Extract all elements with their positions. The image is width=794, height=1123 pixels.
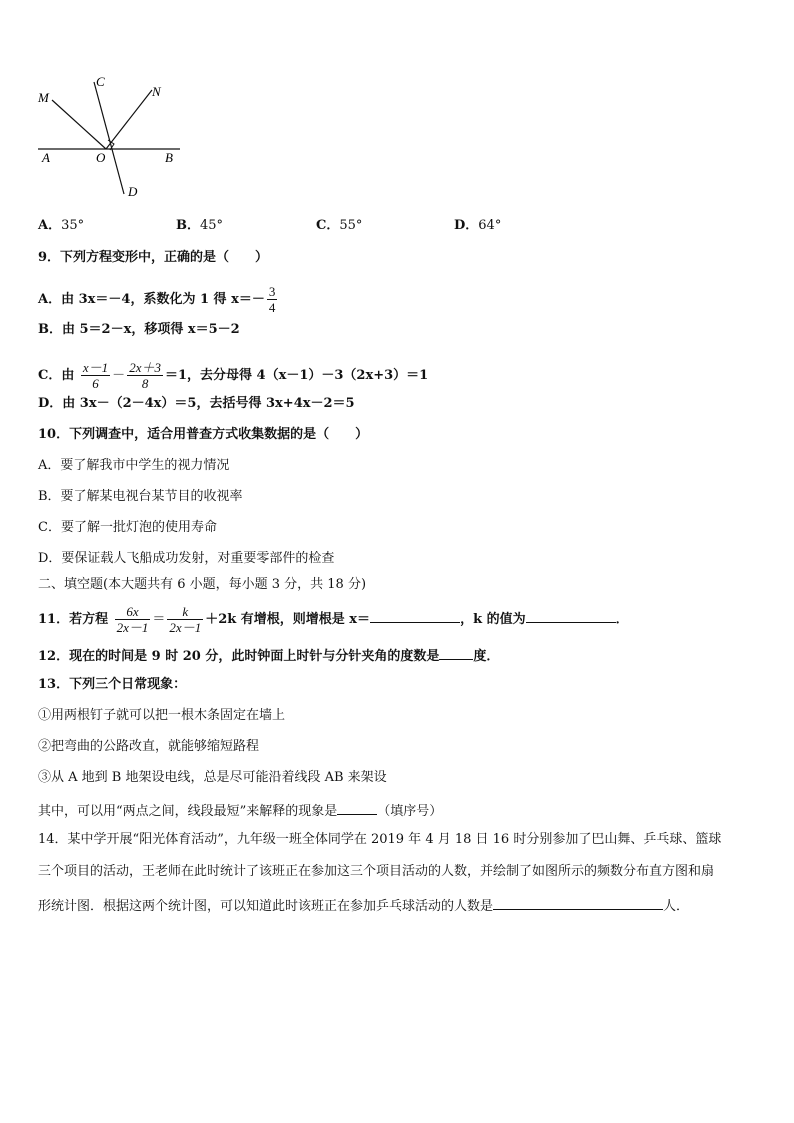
- q9-option-c: C．由 $\frac{x-1}{6}$ － $\frac{2x+3}{8}$ ＝1，去分母得 4（x－1）－3（2x+3）＝1: [38, 360, 429, 391]
- q10-option-b: B．要了解某电视台某节目的收视率: [38, 489, 243, 504]
- label-n: N: [152, 84, 161, 99]
- q14-blank[interactable]: [493, 896, 663, 910]
- q14-line-1: 14．某中学开展“阳光体育活动”，九年级一班全体同学在 2019 年 4 月 18 日 16 时分别参加了巴山舞、乒乓球、篮球: [38, 832, 722, 847]
- q8-option-a: A．35°: [38, 218, 85, 233]
- q12-blank[interactable]: [439, 646, 473, 660]
- q8-option-c: C．55°: [316, 218, 363, 233]
- q10-option-a: A．要了解我市中学生的视力情况: [38, 458, 230, 473]
- q11-blank-root[interactable]: [370, 609, 460, 623]
- q13-blank[interactable]: [337, 801, 377, 815]
- q8-option-d: D．64°: [454, 218, 502, 233]
- label-o: O: [96, 150, 106, 165]
- q14-line-2: 三个项目的活动，王老师在此时统计了该班正在参加这三个项目活动的人数，并绘制了如图所示的频数分布直方图和扇: [38, 864, 715, 879]
- q10-option-d: D．要保证载人飞船成功发射，对重要零部件的检查: [38, 551, 335, 566]
- label-b: B: [165, 150, 173, 165]
- label-c: C: [96, 74, 105, 89]
- q14-line-3: 形统计图．根据这两个统计图，可以知道此时该班正在参加乒乓球活动的人数是 人．: [38, 896, 689, 915]
- q13-stem: 13．下列三个日常现象：: [38, 677, 187, 692]
- label-a: A: [42, 150, 50, 165]
- q9-option-a: A．由 3x＝－4，系数化为 1 得 x＝－ $\frac{3}{4}$: [38, 284, 276, 315]
- q10-option-c: C．要了解一批灯泡的使用寿命: [38, 520, 217, 535]
- q9-option-d: D．由 3x－（2－4x）＝5，去括号得 3x+4x－2＝5: [38, 396, 355, 411]
- angle-figure: [30, 72, 210, 202]
- label-d: D: [128, 184, 138, 199]
- q11-blank-k[interactable]: [526, 609, 616, 623]
- ray-on: [106, 90, 152, 149]
- q11: 11．若方程 $\frac{6x}{2x-1}$ ＝ $\frac{k}{2x-1}$ ＋2k 有增根，则增根是 x＝ ，k 的值为 ．: [38, 604, 629, 635]
- q9-option-b: B．由 5＝2－x，移项得 x＝5－2: [38, 322, 240, 337]
- q13-tail: 其中，可以用“两点之间，线段最短”来解释的现象是 （填序号）: [38, 801, 442, 820]
- q9-stem: 9．下列方程变形中，正确的是（ ）: [38, 250, 269, 265]
- ray-om: [52, 100, 106, 149]
- q10-stem: 10．下列调查中，适合用普查方式收集数据的是（ ）: [38, 427, 369, 442]
- q13-item-1: ①用两根钉子就可以把一根木条固定在墙上: [38, 708, 286, 723]
- q12: 12．现在的时间是 9 时 20 分，此时钟面上时针与分针夹角的度数是 度．: [38, 646, 499, 665]
- line-cd: [94, 82, 124, 194]
- q8-option-b: B．45°: [176, 218, 224, 233]
- q13-item-3: ③从 A 地到 B 地架设电线，总是尽可能沿着线段 AB 来架设: [38, 770, 387, 785]
- q13-item-2: ②把弯曲的公路改直，就能够缩短路程: [38, 739, 260, 754]
- section-title: 二、填空题(本大题共有 6 小题，每小题 3 分，共 18 分): [38, 577, 367, 592]
- label-m: M: [38, 90, 49, 105]
